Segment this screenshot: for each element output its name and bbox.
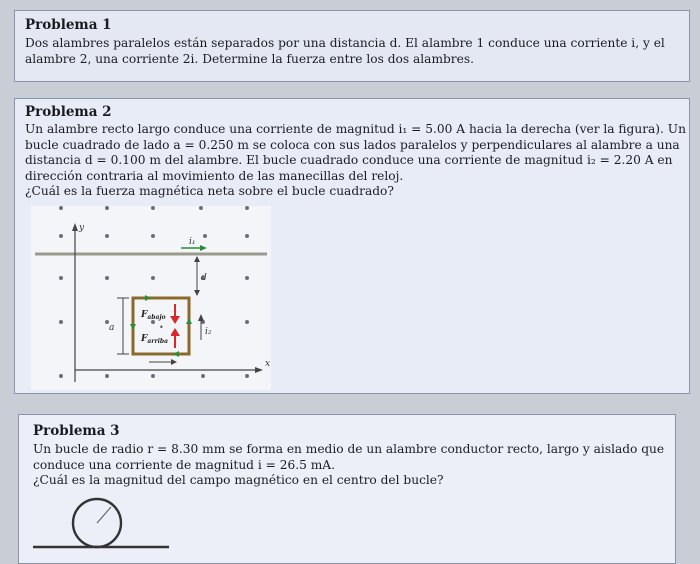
y-axis-label: y bbox=[79, 223, 85, 233]
problem-1-line: Dos alambres paralelos están separados por una distancia d. El alambre 1 conduce una corriente i, y el bbox=[25, 36, 665, 50]
a-label: a bbox=[109, 323, 115, 333]
problem-1-line: alambre 2, una corriente 2i. Determine la fuerza entre los dos alambres. bbox=[25, 51, 474, 66]
problem-3-title: Problema 3 bbox=[33, 423, 120, 439]
x-axis-label: x bbox=[265, 359, 271, 369]
problem-2-title: Problema 2 bbox=[25, 104, 112, 120]
problem-1-panel bbox=[14, 10, 690, 82]
problem-2-text bbox=[25, 122, 686, 200]
loop-center-dot: • bbox=[159, 323, 164, 332]
problem-3-line: Un bucle de radio r = 8.30 mm se forma en medio de un alambre conductor recto, largo y aislado que bbox=[33, 442, 665, 456]
problem-2-line: ¿Cuál es la fuerza magnética neta sobre el bucle cuadrado? bbox=[25, 184, 394, 198]
i1-label: i₁ bbox=[189, 237, 196, 247]
problem-2-figure bbox=[31, 206, 271, 390]
problem-3-line: conduce una corriente de magnitud i = 26.5 mA. bbox=[33, 457, 335, 472]
problem-3-panel bbox=[18, 414, 676, 564]
problem-2-panel bbox=[14, 98, 690, 394]
radius-line bbox=[97, 507, 111, 523]
problem-3-line: ¿Cuál es la magnitud del campo magnético en el centro del bucle? bbox=[33, 473, 444, 487]
problem-3-text bbox=[33, 442, 669, 489]
i2-label: i₂ bbox=[205, 327, 212, 337]
problem-1-text bbox=[25, 36, 681, 67]
problem-2-line: bucle cuadrado de lado a = 0.250 m se coloca con sus lados paralelos y perpendiculares al alambre a una bbox=[25, 137, 680, 152]
force-down-label: $F_{abajo}$ bbox=[141, 310, 166, 321]
force-up-label: $F_{arriba}$ bbox=[141, 334, 168, 345]
d-label: d bbox=[201, 273, 207, 283]
problem-3-figure bbox=[33, 495, 173, 551]
problem-1-title: Problema 1 bbox=[25, 17, 112, 33]
problem-2-line: dirección contraria al movimiento de las manecillas del reloj. bbox=[25, 168, 404, 183]
problem-2-line: Un alambre recto largo conduce una corriente de magnitud i₁ = 5.00 A hacia la derecha (ver la figura). Un bbox=[25, 122, 686, 136]
problem-2-line: distancia d = 0.100 m del alambre. El bucle cuadrado conduce una corriente de magnitud i₂ = 2.20 A en bbox=[25, 153, 673, 167]
